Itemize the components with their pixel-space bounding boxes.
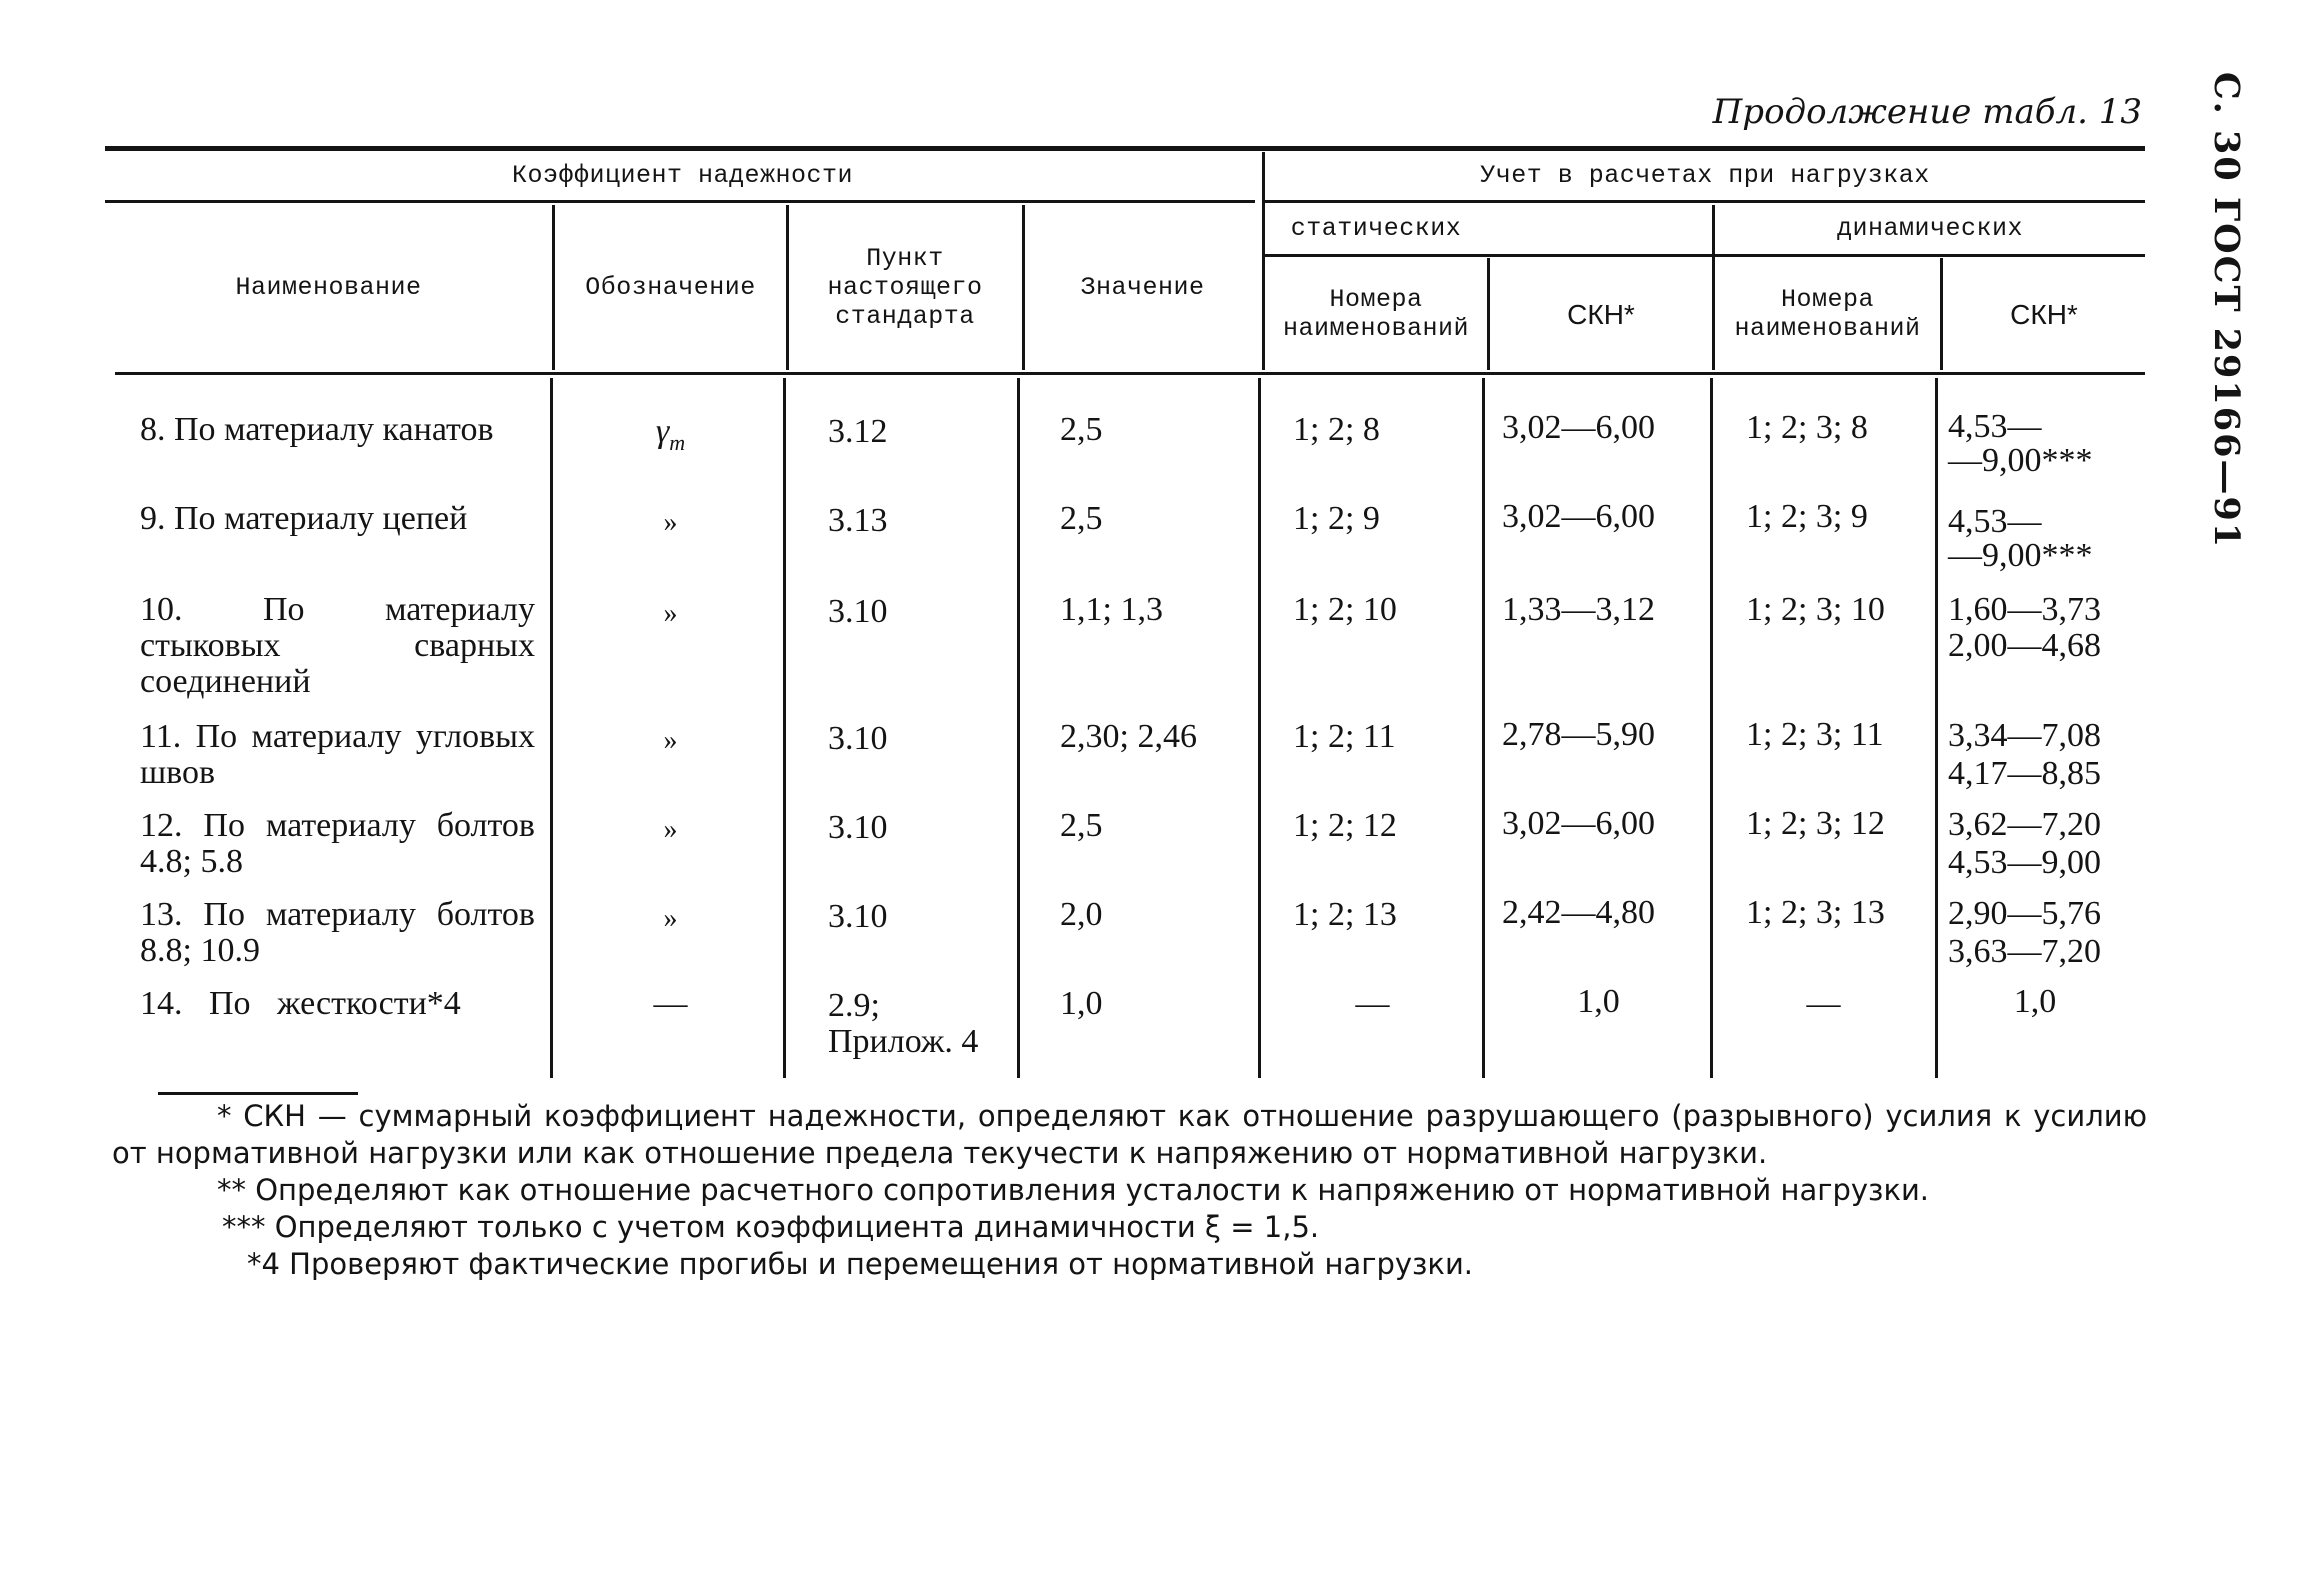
header-name: Наименование [235, 273, 422, 302]
table-row-symbol: » [663, 725, 678, 756]
table-row-name: 12. По материалу болтов 4.8; 5.8 [140, 807, 535, 880]
table-row-dynamic-skn: 3,34—7,08 4,17—8,85 [1948, 717, 2101, 792]
footnote-triple-star: *** Определяют только с учетом коэффициента динамичности ξ = 1,5. [222, 1210, 1320, 1244]
table-row-clause: 3.10 [828, 593, 888, 630]
table-row-symbol: $\gamma_m$ [655, 413, 686, 455]
footnote-star-4: *4 Проверяют фактические прогибы и перемещения от нормативной нагрузки. [247, 1247, 1474, 1281]
body-divider-5 [1482, 378, 1485, 1078]
table-row-symbol: » [663, 507, 678, 538]
body-divider-7 [1935, 378, 1938, 1078]
table-row-static-nums: 1; 2; 13 [1293, 896, 1397, 933]
header-value: Значение [1080, 273, 1205, 302]
table-continuation-caption: Продолжение табл. 13 [1712, 92, 2142, 132]
header-group-reliability: Коэффициент надежности [511, 160, 854, 190]
table-row-static-skn: 1,33—3,12 [1502, 591, 1655, 628]
header-group-loads: Учет в расчетах при нагрузках [1480, 160, 1930, 190]
table-top-rule [105, 146, 2145, 151]
table-row-dynamic-nums: — [1806, 985, 1841, 1022]
header-clause: Пункт настоящего стандарта [827, 244, 983, 331]
header-static-nums: Номера наименований [1282, 285, 1470, 343]
table-row-value: 2,5 [1060, 807, 1103, 844]
table-row-clause: 3.13 [828, 502, 888, 539]
table-row-static-nums: — [1355, 985, 1390, 1022]
table-row-dynamic-nums: 1; 2; 3; 8 [1746, 409, 1868, 446]
table-row-clause: 3.10 [828, 720, 888, 757]
header-dynamic: динамических [1836, 213, 2024, 243]
table-row-dynamic-skn: 4,53— —9,00*** [1948, 408, 2093, 479]
header-symbol: Обозначение [585, 273, 756, 302]
body-divider-3 [1017, 378, 1020, 1078]
table-row-static-nums: 1; 2; 8 [1293, 411, 1380, 448]
footnote-skn: * СКН — суммарный коэффициент надежности, определяют как отношение разрушающего (разрывного) усилия к усилию от нормативной нагрузки или как отношение предела текучести к напряжению от нормативной нагрузки. [112, 1099, 2147, 1170]
table-row-dynamic-skn: 2,90—5,76 3,63—7,20 [1948, 895, 2101, 970]
header-sub-rule [1263, 254, 2145, 257]
table-row-dynamic-skn: 4,53— —9,00*** [1948, 503, 2093, 574]
footnotes [112, 1098, 2147, 1283]
table-row-value: 1,0 [1060, 985, 1103, 1022]
table-row-symbol: » [663, 598, 678, 629]
table-row-dynamic-nums: 1; 2; 3; 10 [1746, 591, 1885, 628]
table-row-symbol: » [663, 814, 678, 845]
table-row-static-nums: 1; 2; 11 [1293, 718, 1396, 755]
table-row-static-skn: 1,0 [1577, 983, 1620, 1020]
table-row-static-nums: 1; 2; 9 [1293, 500, 1380, 537]
table-row-name: 14. По жесткости*4 [140, 985, 461, 1022]
table-row-static-skn: 3,02—6,00 [1502, 498, 1655, 535]
table-row-clause: 2.9; Прилож. 4 [828, 987, 979, 1060]
header-dynamic-skn: СКН* [2010, 298, 2078, 330]
table-row-name: 13. По материалу болтов 8.8; 10.9 [140, 896, 535, 969]
header-group-rule-right [1263, 200, 2145, 203]
table-row-dynamic-nums: 1; 2; 3; 13 [1746, 894, 1885, 931]
body-divider-4 [1258, 378, 1261, 1078]
table-row-dynamic-skn: 3,62—7,20 4,53—9,00 [1948, 806, 2101, 881]
footnote-rule [158, 1092, 358, 1095]
table-row-dynamic-nums: 1; 2; 3; 11 [1746, 716, 1884, 753]
table-row-clause: 3.10 [828, 809, 888, 846]
footnote-double-star: ** Определяют как отношение расчетного сопротивления усталости к напряжению от нормативной нагрузки. [217, 1173, 1930, 1207]
table-row-name: 10. По материалу стыковых сварных соединений [140, 591, 535, 700]
table-row-value: 2,30; 2,46 [1060, 718, 1197, 755]
header-dynamic-nums: Номера наименований [1734, 285, 1921, 343]
page-header-text: С. 30 ГОСТ 29166—91 [2206, 71, 2248, 549]
table-row-value: 2,0 [1060, 896, 1103, 933]
col-divider-2 [786, 205, 789, 370]
table-row-static-nums: 1; 2; 10 [1293, 591, 1397, 628]
header-group-rule-left [105, 200, 1255, 203]
table-row-dynamic-skn: 1,0 [2013, 983, 2057, 1020]
table-row-dynamic-skn: 1,60—3,73 2,00—4,68 [1948, 591, 2101, 664]
body-divider-1 [550, 378, 553, 1078]
table-row-clause: 3.10 [828, 898, 888, 935]
table-row-dynamic-nums: 1; 2; 3; 12 [1746, 805, 1885, 842]
table-row-static-skn: 3,02—6,00 [1502, 805, 1655, 842]
table-row-dynamic-nums: 1; 2; 3; 9 [1746, 498, 1868, 535]
body-divider-6 [1710, 378, 1713, 1078]
page-header [2185, 71, 2269, 549]
table-row-name: 9. По материалу цепей [140, 500, 468, 537]
table-row-value: 2,5 [1060, 500, 1103, 537]
table-row-static-skn: 3,02—6,00 [1502, 409, 1655, 446]
table-row-static-nums: 1; 2; 12 [1293, 807, 1397, 844]
table-row-clause: 3.12 [828, 413, 888, 450]
table-row-value: 2,5 [1060, 411, 1103, 448]
table-row-name: 11. По материалу угловых швов [140, 718, 535, 791]
header-static-skn: СКН* [1567, 298, 1635, 330]
header-bottom-rule [115, 372, 2145, 375]
table-row-symbol: — [653, 985, 688, 1022]
table-row-static-skn: 2,78—5,90 [1502, 716, 1655, 753]
header-static: статических [1290, 213, 1462, 243]
table-row-symbol: » [663, 903, 678, 934]
table-row-name: 8. По материалу канатов [140, 411, 494, 448]
table-row-value: 1,1; 1,3 [1060, 591, 1163, 628]
table-row-static-skn: 2,42—4,80 [1502, 894, 1655, 931]
